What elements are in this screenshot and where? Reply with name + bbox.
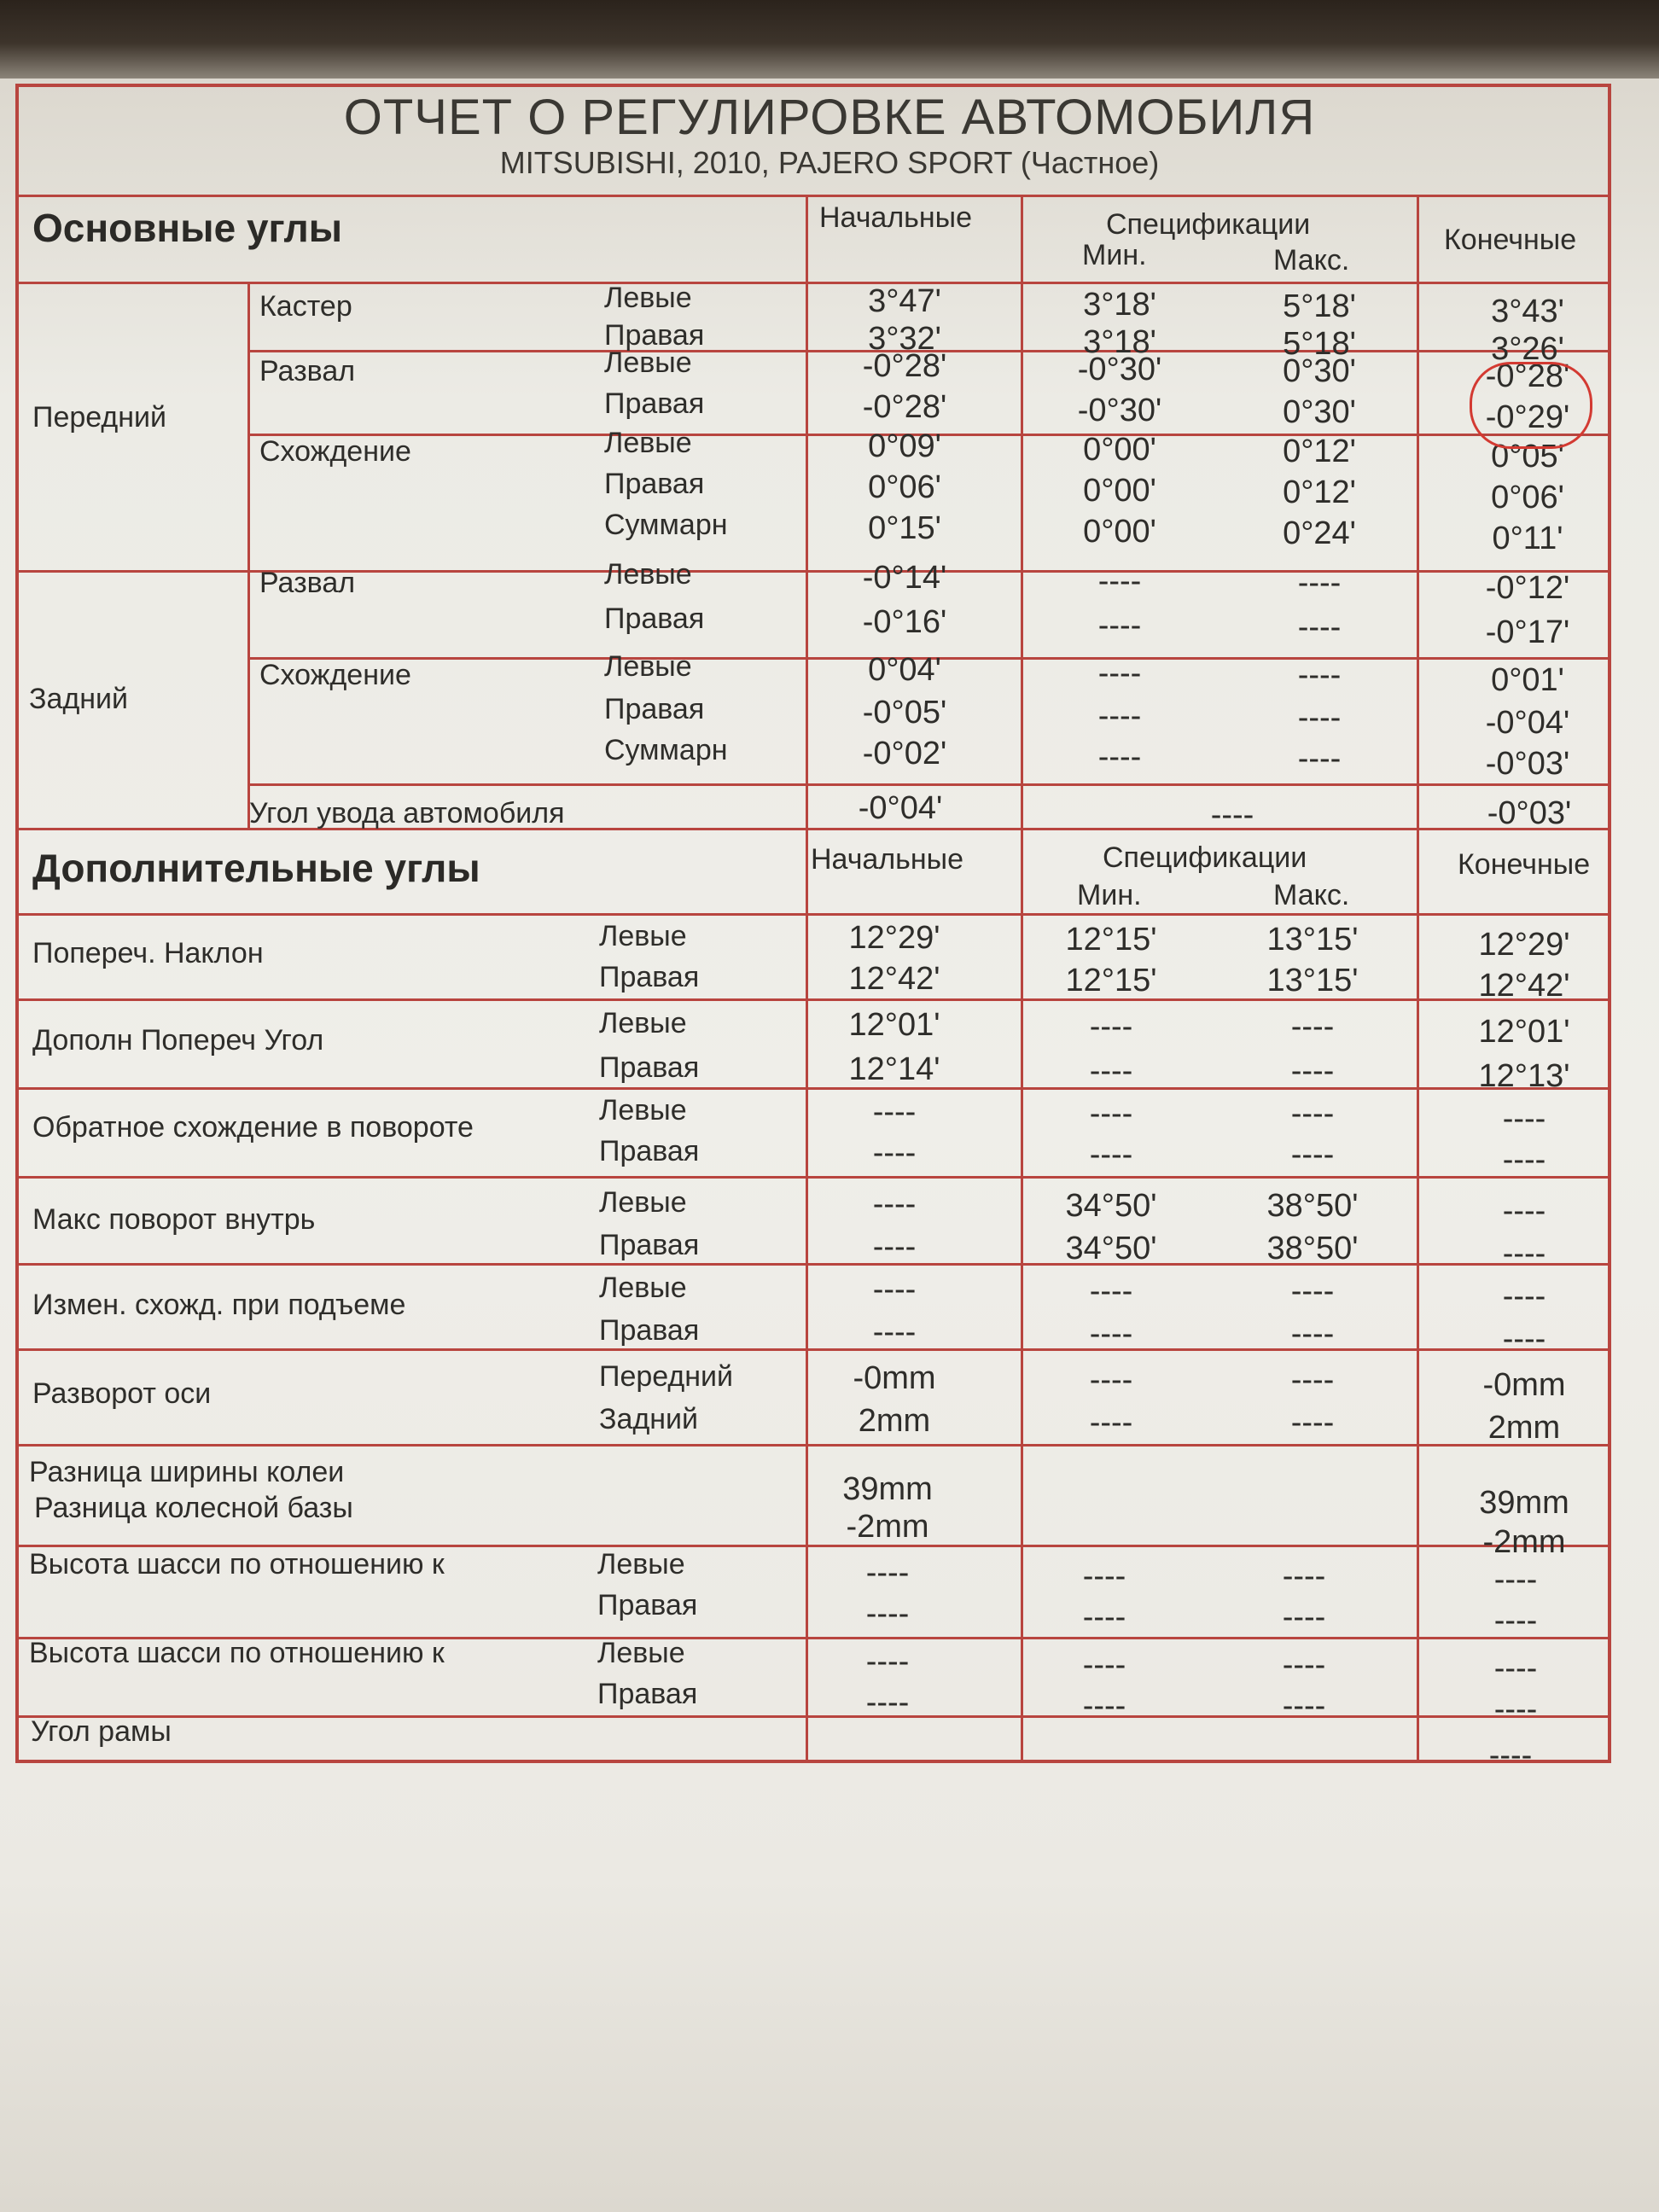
final-value: 0°06' bbox=[1491, 480, 1564, 515]
max-value: 0°12' bbox=[1283, 474, 1356, 510]
report-title: ОТЧЕТ О РЕГУЛИРОВКЕ АВТОМОБИЛЯ bbox=[343, 90, 1316, 145]
max-value: ---- bbox=[1282, 1558, 1326, 1594]
max-value: 5°18' bbox=[1283, 326, 1356, 362]
final-value: -0°04' bbox=[1485, 705, 1570, 741]
min-value: ---- bbox=[1089, 1096, 1133, 1132]
thrust-spec-value: ---- bbox=[1210, 797, 1254, 833]
max-value: ---- bbox=[1290, 1316, 1335, 1352]
min-value: ---- bbox=[1089, 1362, 1133, 1398]
side-label: Суммарн bbox=[604, 509, 728, 541]
final-value: ---- bbox=[1502, 1278, 1546, 1314]
side-label: Левые bbox=[599, 1272, 687, 1304]
min-value: ---- bbox=[1089, 1273, 1133, 1309]
side-label: Правая bbox=[599, 1314, 700, 1347]
track-width-final: 39mm bbox=[1479, 1485, 1569, 1521]
wheelbase-initial: -2mm bbox=[846, 1509, 929, 1545]
min-value: ---- bbox=[1097, 563, 1142, 599]
min-value: ---- bbox=[1089, 1053, 1133, 1089]
thrust-initial-value: -0°04' bbox=[858, 790, 943, 826]
side-label: Правая bbox=[604, 602, 705, 635]
min-value: -0°30' bbox=[1077, 352, 1162, 387]
initial-value: ---- bbox=[872, 1314, 917, 1350]
side-label: Передний bbox=[599, 1360, 734, 1393]
initial-value: ---- bbox=[872, 1094, 917, 1130]
max-value: 13°15' bbox=[1266, 922, 1359, 958]
side-label: Правая bbox=[597, 1678, 698, 1710]
min-value: 0°00' bbox=[1083, 432, 1156, 468]
initial-value: -0°16' bbox=[862, 604, 947, 640]
min-value: ---- bbox=[1089, 1405, 1133, 1441]
max-value: ---- bbox=[1282, 1688, 1326, 1724]
max-value: 0°30' bbox=[1283, 394, 1356, 430]
min-value: ---- bbox=[1097, 698, 1142, 734]
parameter-label: Дополн Попереч Угол bbox=[32, 1024, 324, 1057]
max-value: 5°18' bbox=[1283, 288, 1356, 324]
initial-value: ---- bbox=[872, 1272, 917, 1307]
grid-col-line bbox=[247, 282, 250, 828]
side-label: Правая bbox=[597, 1589, 698, 1621]
initial-value: ---- bbox=[865, 1685, 910, 1720]
parameter-label: Схождение bbox=[259, 435, 411, 468]
final-value: 12°29' bbox=[1478, 927, 1570, 963]
extra-initial-header: Начальные bbox=[811, 843, 964, 876]
initial-value: ---- bbox=[872, 1229, 917, 1265]
max-value: ---- bbox=[1282, 1599, 1326, 1635]
side-label: Левые bbox=[604, 650, 692, 683]
initial-value: ---- bbox=[865, 1555, 910, 1591]
side-label: Левые bbox=[599, 1186, 687, 1219]
initial-value: 12°01' bbox=[848, 1007, 940, 1043]
side-label: Левые bbox=[597, 1548, 685, 1580]
front-group-label: Передний bbox=[32, 401, 167, 434]
parameter-label: Развал bbox=[259, 567, 356, 599]
min-value: -0°30' bbox=[1077, 393, 1162, 428]
initial-value: 2mm bbox=[858, 1403, 931, 1439]
initial-value: 12°29' bbox=[848, 920, 940, 956]
grid-row-line bbox=[15, 1444, 1611, 1447]
initial-value: -0°14' bbox=[862, 560, 947, 596]
min-value: ---- bbox=[1089, 1009, 1133, 1045]
initial-value: ---- bbox=[865, 1596, 910, 1632]
extra-specs-header: Спецификации bbox=[1103, 841, 1307, 874]
final-value: 12°01' bbox=[1478, 1014, 1570, 1050]
thrust-final-value: -0°03' bbox=[1487, 795, 1572, 831]
initial-value: 0°09' bbox=[868, 428, 941, 464]
parameter-label: Макс поворот внутрь bbox=[32, 1203, 316, 1236]
initial-header: Начальные bbox=[819, 201, 973, 234]
side-label: Левые bbox=[599, 920, 687, 952]
max-value: ---- bbox=[1290, 1273, 1335, 1309]
final-value: ---- bbox=[1502, 1321, 1546, 1357]
final-value: ---- bbox=[1502, 1142, 1546, 1178]
max-value: ---- bbox=[1297, 700, 1342, 736]
min-value: 3°18' bbox=[1083, 287, 1156, 323]
final-header: Конечные bbox=[1444, 224, 1577, 256]
frame-angle-final: ---- bbox=[1488, 1738, 1533, 1773]
side-label: Правая bbox=[604, 693, 705, 725]
grid-row-line bbox=[15, 195, 1611, 197]
min-value: ---- bbox=[1082, 1558, 1126, 1594]
frame-angle-label: Угол рамы bbox=[31, 1715, 172, 1748]
final-value: -0mm bbox=[1482, 1367, 1566, 1403]
final-value: ---- bbox=[1493, 1562, 1538, 1598]
min-value: ---- bbox=[1082, 1599, 1126, 1635]
grid-row-line bbox=[15, 913, 1611, 916]
final-value: ---- bbox=[1493, 1691, 1538, 1727]
max-value: ---- bbox=[1290, 1053, 1335, 1089]
max-value: ---- bbox=[1297, 741, 1342, 777]
side-label: Левые bbox=[599, 1007, 687, 1039]
final-value: 3°43' bbox=[1491, 294, 1564, 329]
initial-value: 3°47' bbox=[868, 283, 941, 319]
grid-row-line bbox=[15, 1176, 1611, 1179]
parameter-label: Разворот оси bbox=[32, 1377, 212, 1410]
final-value: ---- bbox=[1502, 1101, 1546, 1137]
parameter-label: Высота шасси по отношению к bbox=[29, 1548, 445, 1580]
max-value: 0°24' bbox=[1283, 515, 1356, 551]
min-header: Мин. bbox=[1082, 239, 1147, 271]
max-value: ---- bbox=[1297, 657, 1342, 693]
initial-value: -0°28' bbox=[862, 348, 947, 384]
final-value: -0°03' bbox=[1485, 746, 1570, 782]
side-label: Суммарн bbox=[604, 734, 728, 766]
side-label: Левые bbox=[604, 282, 692, 314]
final-value: 0°11' bbox=[1492, 521, 1563, 556]
min-value: ---- bbox=[1097, 608, 1142, 643]
max-value: 38°50' bbox=[1266, 1231, 1359, 1266]
initial-value: -0°28' bbox=[862, 389, 947, 425]
parameter-label: Схождение bbox=[259, 659, 411, 691]
report-subtitle: MITSUBISHI, 2010, PAJERO SPORT (Частное) bbox=[499, 145, 1160, 180]
min-value: 12°15' bbox=[1065, 922, 1157, 958]
track-width-initial: 39mm bbox=[842, 1471, 933, 1507]
parameter-label: Измен. схожд. при подъеме bbox=[32, 1289, 406, 1321]
background-strip bbox=[0, 0, 1659, 79]
initial-value: 3°32' bbox=[868, 321, 941, 357]
max-value: ---- bbox=[1297, 565, 1342, 601]
max-value: 0°12' bbox=[1283, 434, 1356, 469]
final-value: 2mm bbox=[1487, 1410, 1561, 1446]
max-value: ---- bbox=[1290, 1405, 1335, 1441]
min-value: ---- bbox=[1097, 739, 1142, 775]
min-value: ---- bbox=[1082, 1688, 1126, 1724]
initial-value: ---- bbox=[872, 1186, 917, 1222]
max-value: ---- bbox=[1290, 1137, 1335, 1173]
min-value: ---- bbox=[1097, 655, 1142, 691]
initial-value: -0°02' bbox=[862, 736, 947, 771]
min-value: 0°00' bbox=[1083, 514, 1156, 550]
final-value: 0°01' bbox=[1491, 662, 1564, 698]
final-value: ---- bbox=[1493, 1650, 1538, 1686]
grid-row-line bbox=[247, 783, 1611, 786]
max-value: ---- bbox=[1290, 1009, 1335, 1045]
specs-header: Спецификации bbox=[1106, 208, 1311, 241]
extra-section-title: Дополнительные углы bbox=[32, 846, 480, 890]
main-section-title: Основные углы bbox=[32, 206, 343, 250]
max-value: 13°15' bbox=[1266, 963, 1359, 998]
min-value: ---- bbox=[1082, 1647, 1126, 1683]
min-value: ---- bbox=[1089, 1137, 1133, 1173]
initial-value: 0°15' bbox=[868, 510, 941, 546]
initial-value: 12°42' bbox=[848, 961, 940, 997]
max-value: ---- bbox=[1290, 1096, 1335, 1132]
final-value: ---- bbox=[1502, 1193, 1546, 1229]
final-value: -0°12' bbox=[1485, 570, 1570, 606]
extra-min-header: Мин. bbox=[1077, 879, 1142, 911]
side-label: Правая bbox=[604, 468, 705, 500]
extra-final-header: Конечные bbox=[1458, 848, 1591, 881]
final-value: 3°26' bbox=[1491, 331, 1564, 367]
max-value: ---- bbox=[1290, 1362, 1335, 1398]
highlight-circle bbox=[1470, 362, 1592, 449]
initial-value: 12°14' bbox=[848, 1051, 940, 1087]
side-label: Левые bbox=[597, 1637, 685, 1669]
initial-value: -0mm bbox=[853, 1360, 936, 1396]
side-label: Задний bbox=[599, 1403, 699, 1435]
initial-value: ---- bbox=[865, 1644, 910, 1679]
final-value: 12°42' bbox=[1478, 968, 1570, 1004]
track-width-diff-label: Разница ширины колеи bbox=[29, 1456, 345, 1488]
extra-max-header: Макс. bbox=[1273, 879, 1350, 911]
side-label: Левые bbox=[604, 346, 692, 379]
side-label: Правая bbox=[604, 319, 705, 352]
side-label: Правая bbox=[599, 961, 700, 993]
min-value: 34°50' bbox=[1065, 1188, 1157, 1224]
max-value: 0°30' bbox=[1283, 353, 1356, 389]
min-value: 3°18' bbox=[1083, 324, 1156, 360]
side-label: Правая bbox=[599, 1135, 700, 1167]
final-value: ---- bbox=[1493, 1603, 1538, 1639]
parameter-label: Высота шасси по отношению к bbox=[29, 1637, 445, 1669]
side-label: Левые bbox=[604, 427, 692, 459]
min-value: 12°15' bbox=[1065, 963, 1157, 998]
final-value: -0°17' bbox=[1485, 614, 1570, 650]
final-value: 12°13' bbox=[1478, 1058, 1570, 1094]
initial-value: ---- bbox=[872, 1135, 917, 1171]
max-value: 38°50' bbox=[1266, 1188, 1359, 1224]
final-value: 0°05' bbox=[1491, 439, 1564, 474]
wheelbase-diff-label: Разница колесной базы bbox=[34, 1492, 353, 1524]
max-value: ---- bbox=[1282, 1647, 1326, 1683]
wheelbase-final: -2mm bbox=[1482, 1524, 1566, 1560]
parameter-label: Кастер bbox=[259, 290, 352, 323]
side-label: Левые bbox=[604, 558, 692, 591]
side-label: Правая bbox=[599, 1051, 700, 1084]
parameter-label: Обратное схождение в повороте bbox=[32, 1111, 474, 1144]
initial-value: 0°06' bbox=[868, 469, 941, 505]
parameter-label: Попереч. Наклон bbox=[32, 937, 264, 969]
min-value: ---- bbox=[1089, 1316, 1133, 1352]
thrust-angle-label: Угол увода автомобиля bbox=[249, 797, 565, 830]
max-value: ---- bbox=[1297, 609, 1342, 645]
rear-group-label: Задний bbox=[29, 683, 129, 715]
side-label: Правая bbox=[599, 1229, 700, 1261]
final-value: ---- bbox=[1502, 1236, 1546, 1272]
min-value: 0°00' bbox=[1083, 473, 1156, 509]
final-value: -0°29' bbox=[1485, 399, 1570, 435]
parameter-label: Развал bbox=[259, 355, 356, 387]
min-value: 34°50' bbox=[1065, 1231, 1157, 1266]
side-label: Правая bbox=[604, 387, 705, 420]
side-label: Левые bbox=[599, 1094, 687, 1126]
initial-value: -0°05' bbox=[862, 695, 947, 731]
final-value: -0°28' bbox=[1485, 358, 1570, 394]
max-header: Макс. bbox=[1273, 244, 1350, 276]
initial-value: 0°04' bbox=[868, 652, 941, 688]
